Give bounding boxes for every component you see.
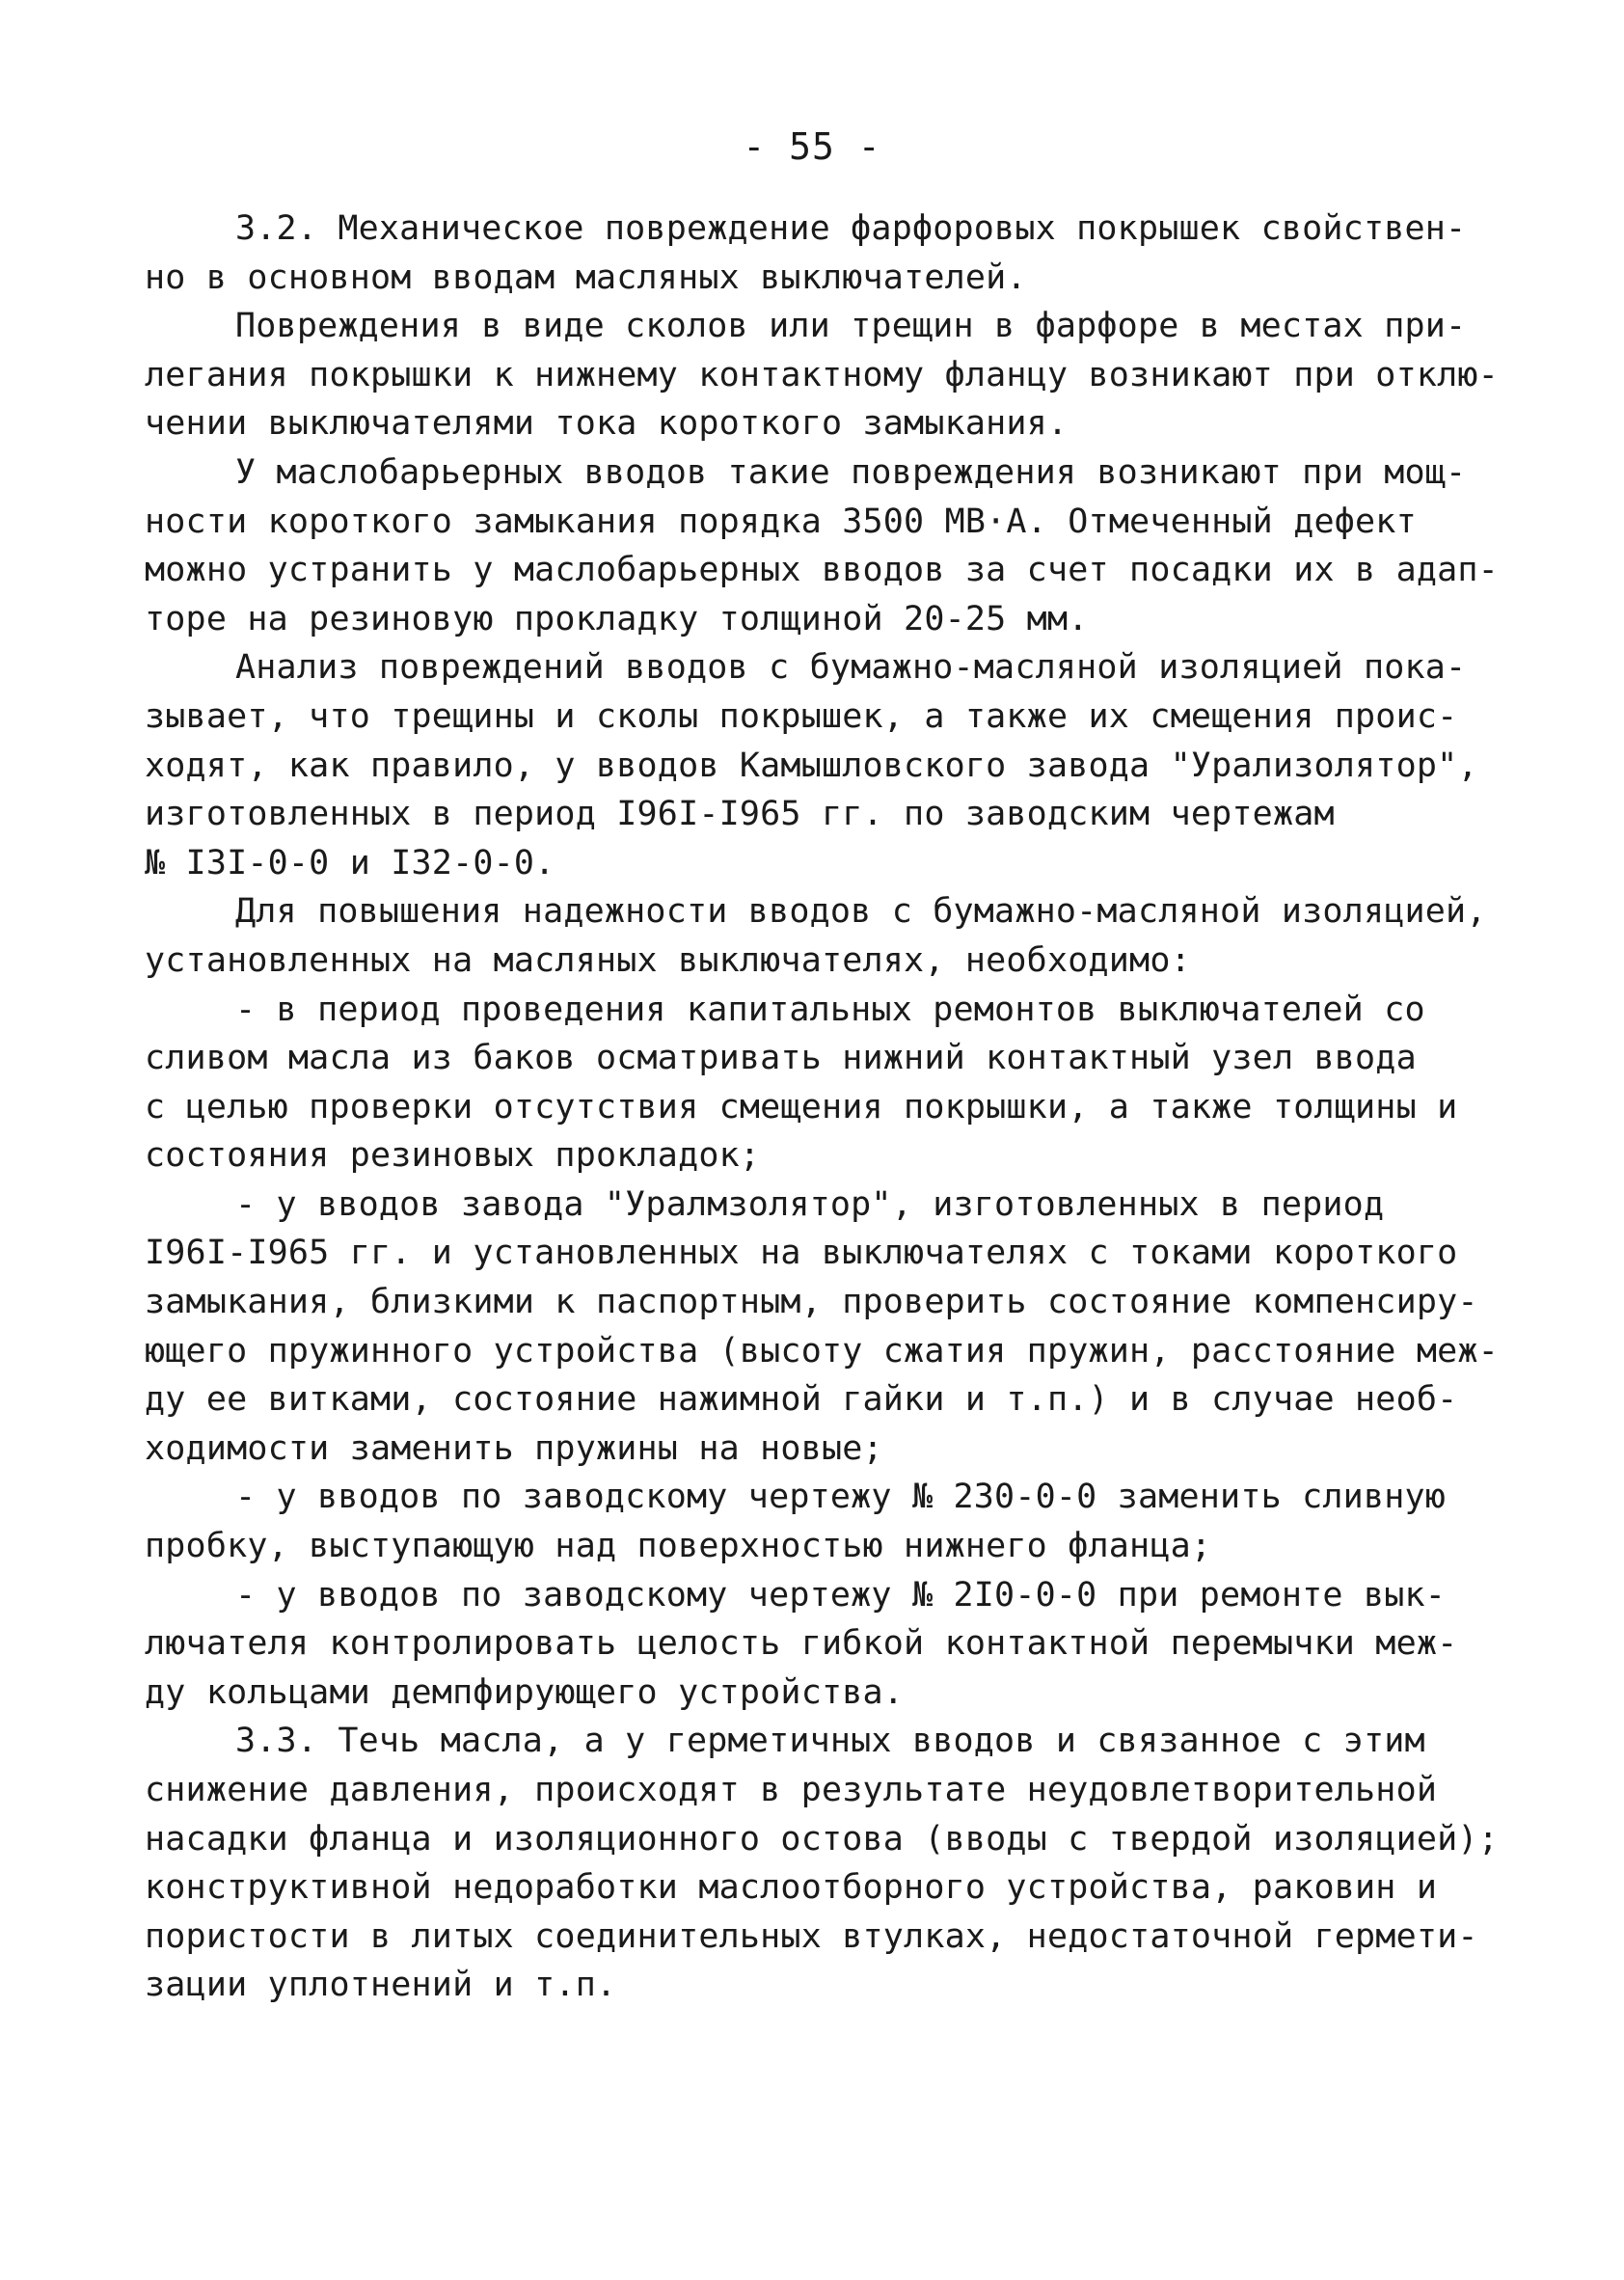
- text-line: ду ее витками, состояние нажимной гайки и т.п.) и в случае необ-: [145, 1380, 1458, 1420]
- text-line: чении выключателями тока короткого замыкания.: [145, 404, 1069, 444]
- text-line: Для повышения надежности вводов с бумажно-масляной изоляцией,: [235, 892, 1487, 932]
- text-line: пористости в литых соединительных втулках, недостаточной гермети-: [145, 1916, 1478, 1956]
- text-line: с целью проверки отсутствия смещения покрышки, а также толщины и: [145, 1087, 1458, 1126]
- text-line: снижение давления, происходят в результате неудовлетворительной: [145, 1771, 1438, 1809]
- text-line: замыкания, близкими к паспортным, проверить состояние компенсиру-: [145, 1283, 1478, 1322]
- text-line: Повреждения в виде сколов или трещин в фарфоре в местах при-: [235, 307, 1467, 346]
- page-number: - 55 -: [743, 125, 881, 168]
- text-line: торе на резиновую прокладку толщиной 20-25 мм.: [145, 599, 1089, 638]
- text-line: установленных на масляных выключателях, необходимо:: [145, 940, 1191, 980]
- text-line: изготовленных в период I96I-I965 гг. по заводским чертежам: [145, 795, 1335, 834]
- text-line: пробку, выступающую над поверхностью нижнего фланца;: [145, 1527, 1212, 1566]
- text-line: можно устранить у маслобарьерных вводов за счет посадки их в адап-: [145, 551, 1499, 590]
- text-line: - в период проведения капитальных ремонтов выключателей со: [235, 990, 1425, 1029]
- text-line: ходимости заменить пружины на новые;: [145, 1428, 883, 1468]
- text-line: - у вводов по заводскому чертежу № 2I0-0-0 при ремонте вык-: [235, 1575, 1447, 1615]
- text-line: насадки фланца и изоляционного остова (вводы с твердой изоляцией);: [145, 1819, 1499, 1859]
- text-line: - у вводов завода "Уралмзолятор", изготовленных в период: [235, 1184, 1385, 1224]
- text-line: 3.3. Течь масла, а у герметичных вводов и связанное с этим: [235, 1722, 1425, 1761]
- text-line: ности короткого замыкания порядка 3500 МВ·А. Отмеченный дефект: [145, 502, 1417, 541]
- text-line: зывает, что трещины и сколы покрышек, а также их смещения проис-: [145, 696, 1458, 736]
- text-line: I96I-I965 гг. и установленных на выключателях с токами короткого: [145, 1234, 1458, 1273]
- text-line: но в основном вводам масляных выключателей.: [145, 258, 1027, 297]
- text-line: 3.2. Механическое повреждение фарфоровых покрышек свойствен-: [235, 209, 1467, 248]
- text-line: конструктивной недоработки маслоотборного устройства, раковин и: [145, 1868, 1438, 1908]
- text-line: № I3I-0-0 и I32-0-0.: [145, 843, 555, 882]
- text-line: лючателя контролировать целость гибкой контактной перемычки меж-: [145, 1624, 1458, 1664]
- text-line: ющего пружинного устройства (высоту сжатия пружин, расстояние меж-: [145, 1331, 1499, 1371]
- text-line: зации уплотнений и т.п.: [145, 1966, 617, 2005]
- body-text: [145, 204, 1499, 2010]
- text-line: ходят, как правило, у вводов Камышловского завода "Урализолятор",: [145, 746, 1478, 785]
- text-line: У маслобарьерных вводов такие повреждения возникают при мощ-: [235, 452, 1467, 492]
- text-line: легания покрышки к нижнему контактному фланцу возникают при отклю-: [145, 355, 1499, 394]
- text-line: сливом масла из баков осматривать нижний контактный узел ввода: [145, 1039, 1417, 1078]
- text-line: состояния резиновых прокладок;: [145, 1136, 761, 1176]
- text-line: - у вводов по заводскому чертежу № 230-0-0 заменить сливную: [235, 1478, 1447, 1517]
- text-line: ду кольцами демпфирующего устройства.: [145, 1672, 905, 1712]
- text-line: Анализ повреждений вводов с бумажно-масляной изоляцией пока-: [235, 648, 1467, 688]
